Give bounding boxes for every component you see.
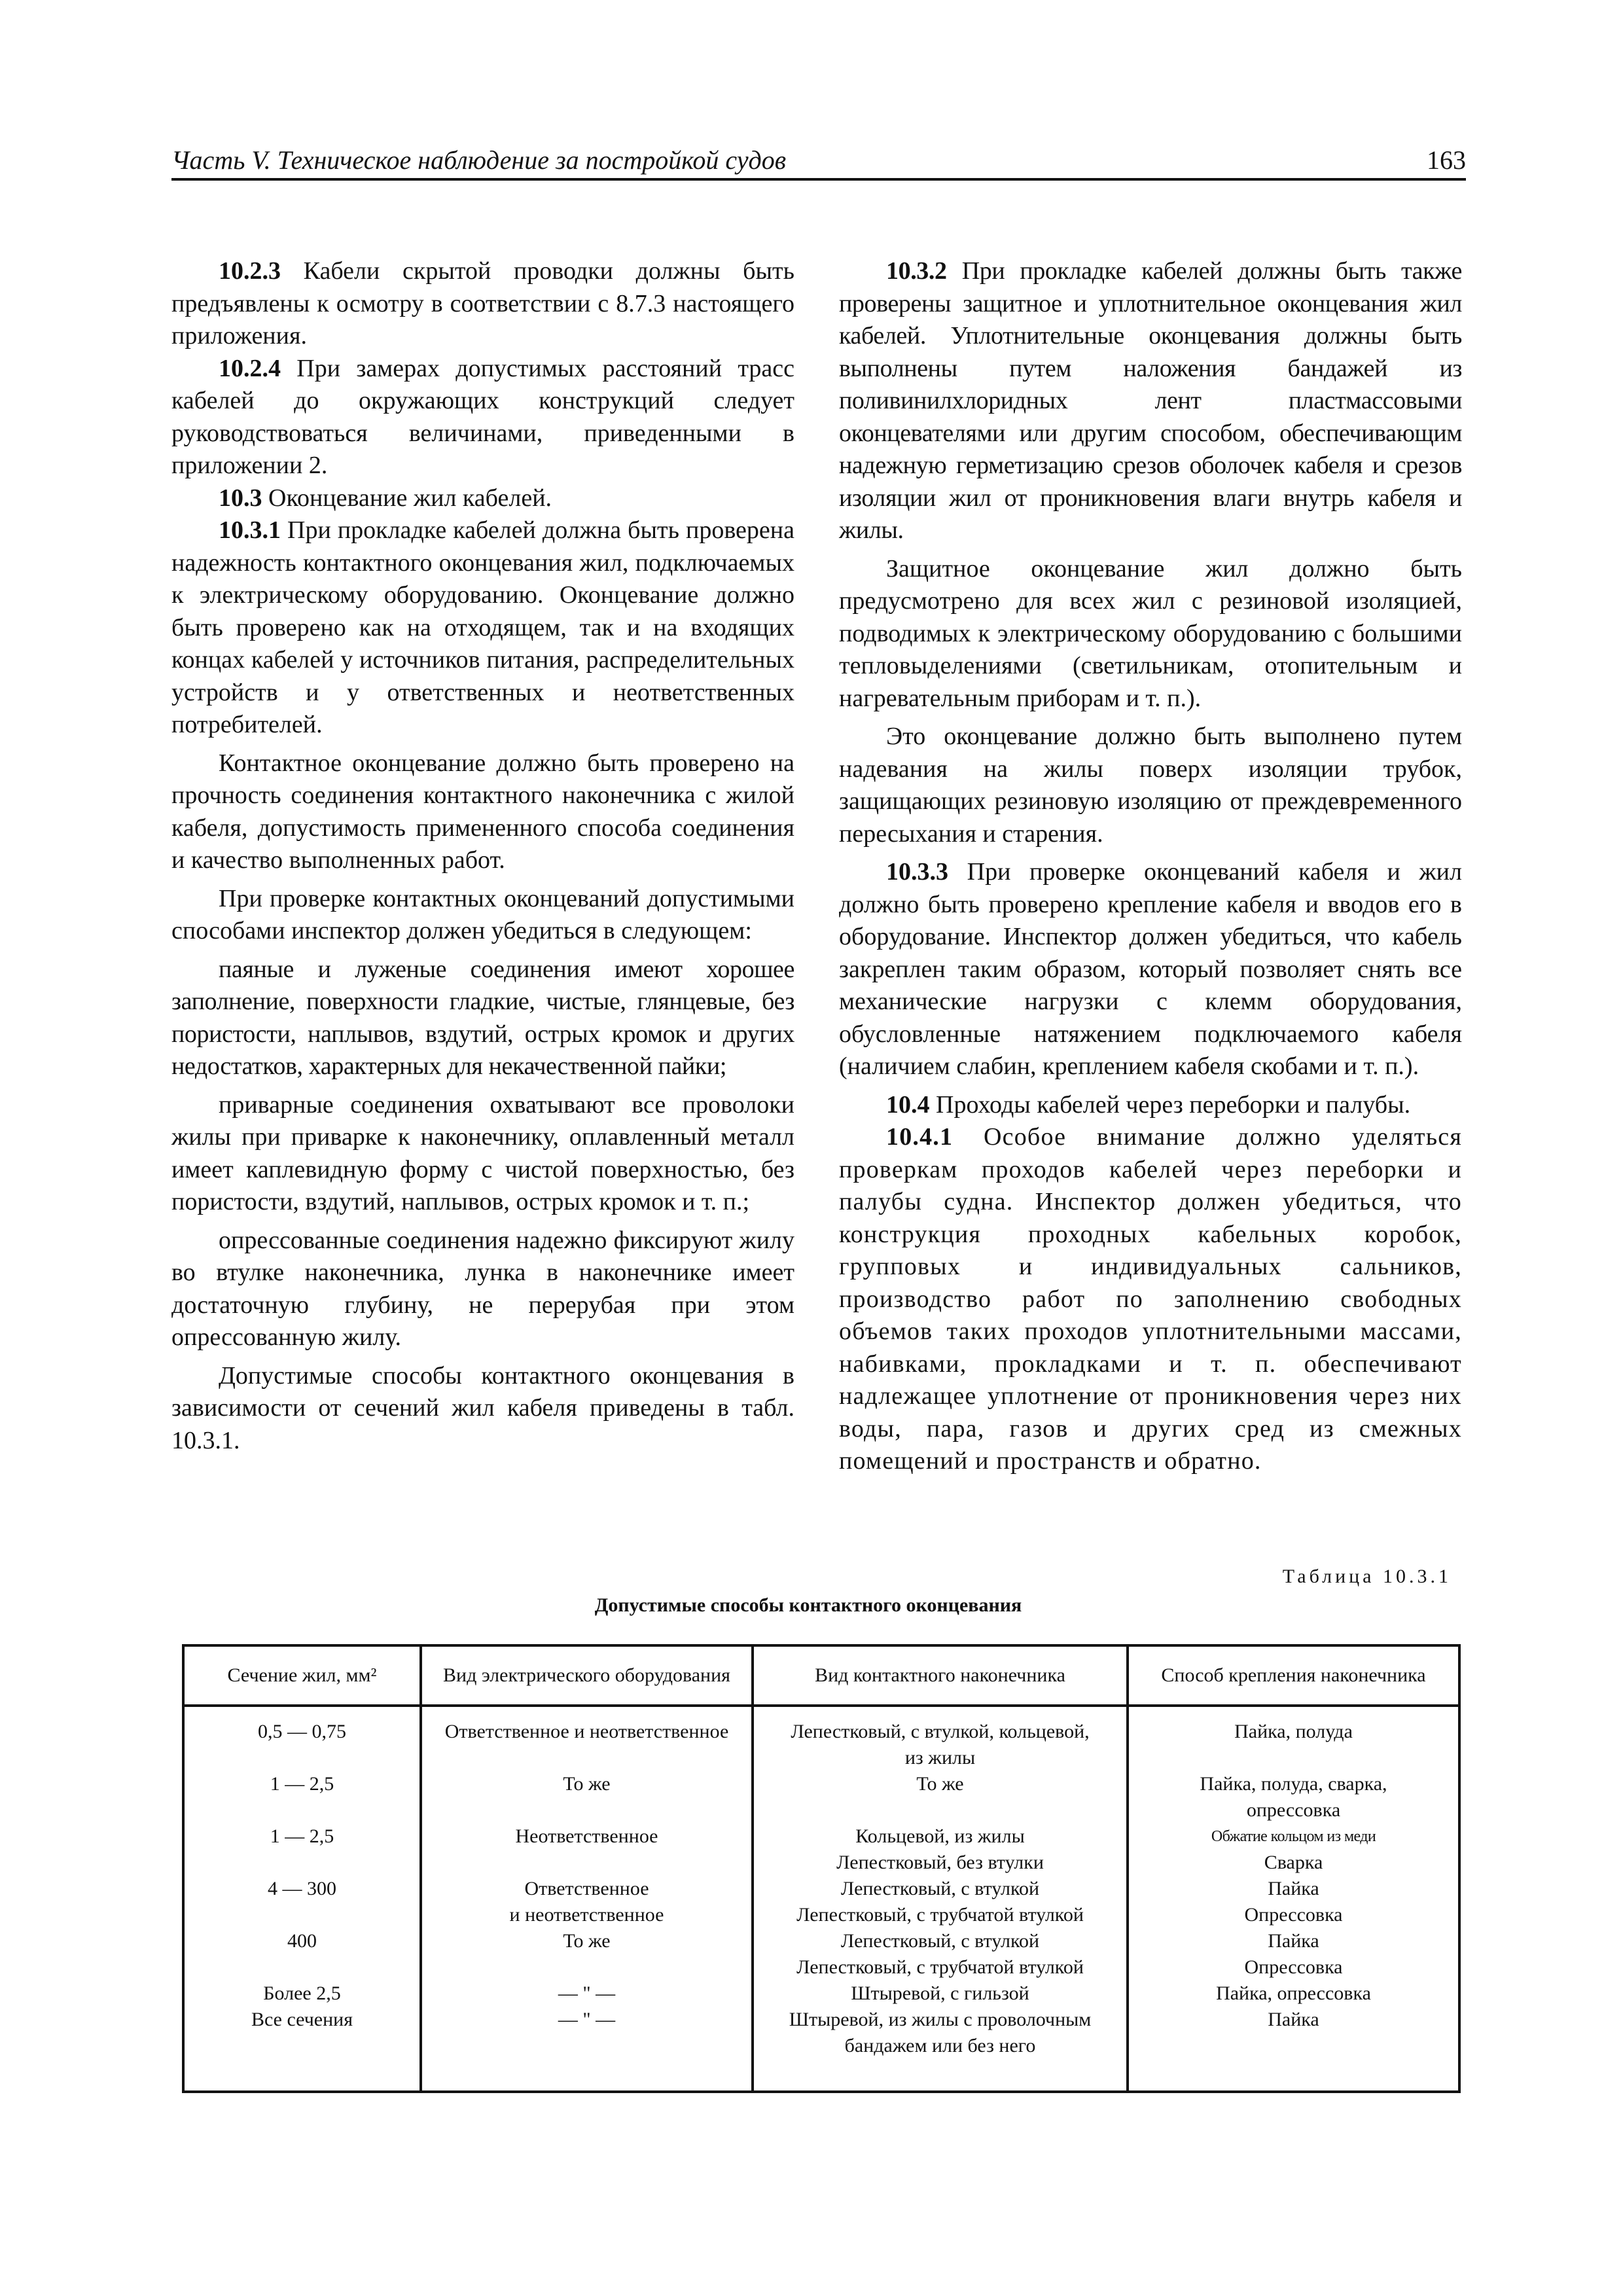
lug-type-column [753,1706,1128,2092]
paragraph: 10.3.1 При прокладке кабелей должна быть проверена надежность контактного оконцевания жил, подключаемых к электрическому оборудованию. Оконцевание должно быть проверено как на отходящем, так и на входящих концах кабелей у источников питания, распределительных устройств и у ответственных и неответственных потребителей. [171,516,794,738]
table-cell: 1 — 2,5 [270,1773,334,1795]
table-title: Допустимые способы контактного оконцевания [594,1594,1022,1616]
fastening-column [1128,1706,1459,2092]
table-cell [426,1745,747,1771]
table-cell: Пайка, опрессовка [1216,1982,1371,2004]
header-rule [171,178,1466,181]
list-item: опрессованные соединения надежно фиксируют жилу во втулке наконечника, лунка в наконечнике имеет достаточную глубину, не перерубая при этом опрессованную жилу. [171,1226,794,1351]
table-cell: Штыревой, из жилы с проволочным [789,2009,1092,2030]
paragraph: 10.3.2 При прокладке кабелей должны быть также проверены защитное и уплотнительное оконцевания жил кабелей. Уплотнительные оконцевания должны быть выполнены путем наложения бандажей из поливинилхлоридных лент пластмассовыми оконцевателями или другим способом, обеспечивающим надежную герметизацию срезов оболочек кабеля и срезов изоляции жил от проникновения влаги внутрь кабеля и жилы. [839,257,1462,544]
table-cell: Сварка [1264,1852,1323,1873]
table-cell [188,1797,416,1823]
paragraph: 10.4 Проходы кабелей через переборки и палубы. [886,1090,1411,1119]
table-cell: Обжатие кольцом из меди [1211,1828,1376,1845]
page-number: 163 [1427,145,1466,175]
equipment-column [421,1706,753,2092]
running-title: Часть V. Техническое наблюдение за постройкой судов [171,145,787,175]
table-cell [188,1954,416,1981]
table-cell [758,1797,1122,1823]
table-cell: — " — [558,2009,616,2030]
table-cell: Ответственное и неответственное [444,1721,729,1742]
paragraph: 10.3.3 При проверке оконцеваний кабеля и жил должно быть проверено крепление кабеля и вводов его в оборудование. Инспектор должен убедиться, что кабель закреплен таким образом, который позволяет снять все механические нагрузки с клемм оборудования, обусловленные натяжением подключаемого кабеля (наличием слабин, креплением кабеля скобами и т. п.). [839,858,1462,1080]
table-cell: Ответственное [524,1878,649,1899]
column-header: Вид контактного наконечника [753,1645,1128,1706]
table-cell [188,1902,416,1928]
table-cell: 0,5 — 0,75 [258,1721,346,1742]
table-cell: Лепестковый, с трубчатой втулкой [796,1904,1084,1926]
table-cell: Кольцевой, из жилы [855,1825,1025,1847]
column-header: Способ крепления наконечника [1128,1645,1459,1706]
table-cell: То же [563,1930,611,1952]
table-cell: 1 — 2,5 [270,1825,334,1847]
table-cell: из жилы [904,1747,976,1768]
table-cell: Опрессовка [1244,1904,1343,1926]
table-cell: То же [563,1773,611,1795]
table-cell: Лепестковый, с втулкой, кольцевой, [791,1721,1090,1742]
paragraph: Это оконцевание должно быть выполнено путем надевания на жилы поверх изоляции трубок, защищающих резиновую изоляцию от преждевременного пересыхания и старения. [839,723,1462,848]
table-cell [426,1850,747,1876]
paragraph: Контактное оконцевание должно быть проверено на прочность соединения контактного наконечника с жилой кабеля, допустимость примененного способа соединения и качество выполненных работ. [171,749,794,874]
table-cell: Пайка [1268,1878,1319,1899]
paragraph: 10.2.3 Кабели скрытой проводки должны быть предъявлены к осмотру в соответствии с 8.7.3 настоящего приложения. [171,257,794,350]
terminations-table [182,1644,1461,2093]
table-cell [188,1850,416,1876]
table-cell: Все сечения [251,2009,353,2030]
table-cell: и неответственное [509,1904,664,1926]
table-cell: Штыревой, с гильзой [851,1982,1029,2004]
table-cell: опрессовка [1246,1799,1341,1821]
table-cell: 400 [287,1930,317,1952]
column-header: Вид электрического оборудования [421,1645,753,1706]
column-header: Сечение жил, мм² [183,1645,421,1706]
table-cell [426,1797,747,1823]
page-header [171,140,1466,181]
right-column [839,255,1462,1478]
table-cell: бандажем или без него [844,2035,1036,2056]
table-cell: Опрессовка [1244,1956,1343,1978]
table-cell [426,1954,747,1981]
table-cell: 4 — 300 [268,1878,336,1899]
table-cell: Пайка, полуда, сварка, [1200,1773,1387,1795]
paragraph: Допустимые способы контактного оконцевания в зависимости от сечений жил кабеля приведены в табл. 10.3.1. [171,1361,794,1454]
table-cell: Пайка, полуда [1234,1721,1353,1742]
table-cell: То же [916,1773,964,1795]
table-cell: Лепестковый, с втулкой [840,1930,1040,1952]
table-cell [1133,1745,1454,1771]
table-cell: Лепестковый, с втулкой [840,1878,1040,1899]
table-cell: Лепестковый, с трубчатой втулкой [796,1956,1084,1978]
paragraph: Защитное оконцевание жил должно быть предусмотрено для всех жил с резиновой изоляцией, подводимых к электрическому оборудованию с большими тепловыделениями (светильникам, отопительным и нагревательным приборам и т. п.). [839,554,1462,712]
paragraph: 10.4.1 Особое внимание должно уделяться проверкам проходов кабелей через переборки и палубы судна. Инспектор должен убедиться, что конструкция проходных кабельных коробок, групповых и индивидуальных сальников, производство работ по заполнению свободных объемов таких проходов уплотнительными массами, набивками, прокладками и т. п. обеспечивают надлежащее уплотнение от проникновения через них воды, пара, газов и других сред из смежных помещений и пространств и обратно. [839,1123,1462,1475]
table-cell: Лепестковый, без втулки [836,1852,1044,1873]
table-cell: — " — [558,1982,616,2004]
list-item: приварные соединения охватывают все проволоки жилы при приварке к наконечнику, оплавленный металл имеет каплевидную форму с чистой поверхностью, без пористости, вздутий, наплывов, острых кромок и т. п.; [171,1090,794,1215]
table-cell [188,1745,416,1771]
table-label: Таблица 10.3.1 [1282,1566,1452,1587]
table-cell: Неответственное [515,1825,658,1847]
paragraph: 10.2.4 При замерах допустимых расстояний трасс кабелей до окружающих конструкций следует руководствоваться величинами, приведенными в приложении 2. [171,354,794,479]
table-header-row [183,1645,1459,1706]
table-cell: Пайка [1268,2009,1319,2030]
paragraph: 10.3 Оконцевание жил кабелей. [219,484,552,512]
table-body-row [183,1706,1459,2092]
table-cell: Более 2,5 [263,1982,341,2004]
left-column [171,255,794,1457]
table-cell: Пайка [1268,1930,1319,1952]
paragraph: При проверке контактных оконцеваний допустимыми способами инспектор должен убедиться в следующем: [171,884,794,944]
section-column [183,1706,421,2092]
list-item: паяные и луженые соединения имеют хорошее заполнение, поверхности гладкие, чистые, глянцевые, без пористости, наплывов, вздутий, острых кромок и других недостатков, характерных для некачественной пайки; [171,955,794,1080]
